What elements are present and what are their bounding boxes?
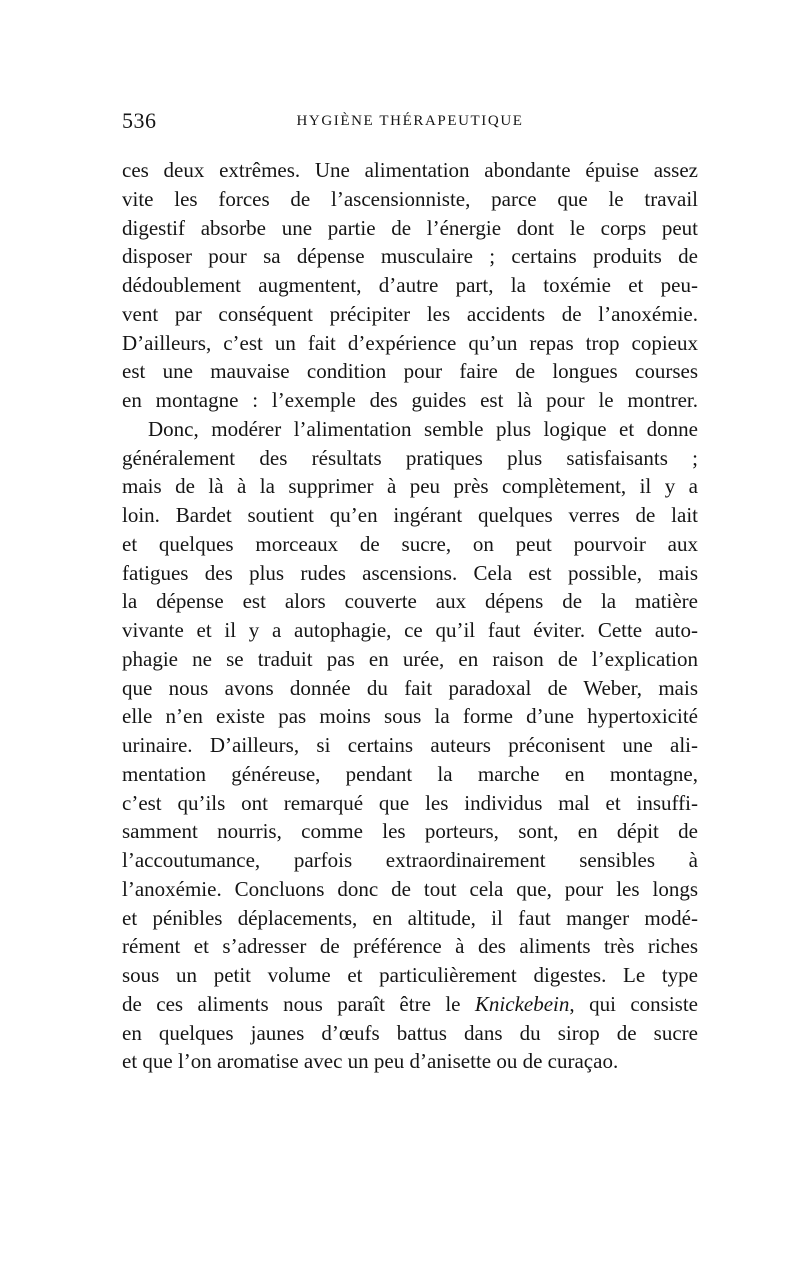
text-line: dédoublement augmentent, d’autre part, la toxémie et peu-: [122, 273, 698, 297]
text-line: vent par conséquent précipiter les accidents de l’anoxémie.: [122, 301, 698, 326]
page-header: [122, 108, 698, 142]
text-line: mentation généreuse, pendant la marche en montagne,: [122, 761, 698, 786]
text-line: digestif absorbe une partie de l’énergie dont le corps peut: [122, 215, 698, 240]
text-line-with-italic: [122, 990, 698, 1019]
text-line: phagie ne se traduit pas en urée, en raison de l’explication: [122, 646, 698, 671]
text-line: ces deux extrêmes. Une alimentation abondante épuise assez: [122, 158, 698, 182]
text-line: urinaire. D’ailleurs, si certains auteurs préconisent une ali-: [122, 733, 698, 757]
page-number: 536: [122, 108, 157, 133]
text-line: et quelques morceaux de sucre, on peut pourvoir aux: [122, 531, 698, 556]
text-line: fatigues des plus rudes ascensions. Cela est possible, mais: [122, 560, 698, 585]
text-line: rément et s’adresser de préférence à des aliments très riches: [122, 934, 698, 959]
text-line: la dépense est alors couverte aux dépens de la matière: [122, 589, 698, 614]
text-line: mais de là à la supprimer à peu près complètement, il y a: [122, 474, 698, 499]
text-line: l’anoxémie. Concluons donc de tout cela que, pour les longs: [122, 876, 698, 901]
text-line: loin. Bardet soutient qu’en ingérant quelques verres de lait: [122, 503, 698, 527]
text-line: généralement des résultats pratiques plus satisfaisants ;: [122, 445, 698, 470]
text-line: en quelques jaunes d’œufs battus dans du sirop de sucre: [122, 1020, 698, 1045]
text-line: D’ailleurs, c’est un fait d’expérience qu’un repas trop copieux: [122, 330, 698, 355]
paragraph-start-line: Donc, modérer l’alimentation semble plus logique et donne: [148, 416, 698, 441]
paragraph-end-line: et que l’on aromatise avec un peu d’anisette ou de curaçao.: [122, 1049, 619, 1074]
text-line: en montagne : l’exemple des guides est là pour le montrer.: [122, 388, 698, 412]
text-line: vite les forces de l’ascensionniste, parce que le travail: [122, 186, 698, 211]
text-line: disposer pour sa dépense musculaire ; certains produits de: [122, 244, 698, 269]
text-line: que nous avons donnée du fait paradoxal de Weber, mais: [122, 675, 698, 700]
text-line: elle n’en existe pas moins sous la forme d’une hypertoxicité: [122, 704, 698, 729]
text-line: l’accoutumance, parfois extraordinairement sensibles à: [122, 848, 698, 872]
running-title: HYGIÈNE THÉRAPEUTIQUE: [296, 113, 524, 129]
text-line: et pénibles déplacements, en altitude, il faut manger modé-: [122, 905, 698, 930]
line-segment: , qui consiste: [569, 991, 698, 1016]
text-line: sous un petit volume et particulièrement digestes. Le type: [122, 963, 698, 987]
text-line: vivante et il y a autophagie, ce qu’il faut éviter. Cette auto-: [122, 618, 698, 642]
text-line: est une mauvaise condition pour faire de longues courses: [122, 359, 698, 384]
text-line: samment nourris, comme les porteurs, sont, en dépit de: [122, 819, 698, 844]
italic-term: Knickebein: [474, 991, 570, 1016]
line-segment: de ces aliments nous paraît être le: [122, 991, 475, 1016]
body-text: [122, 156, 698, 1076]
text-line: c’est qu’ils ont remarqué que les individus mal et insuffi-: [122, 790, 698, 815]
